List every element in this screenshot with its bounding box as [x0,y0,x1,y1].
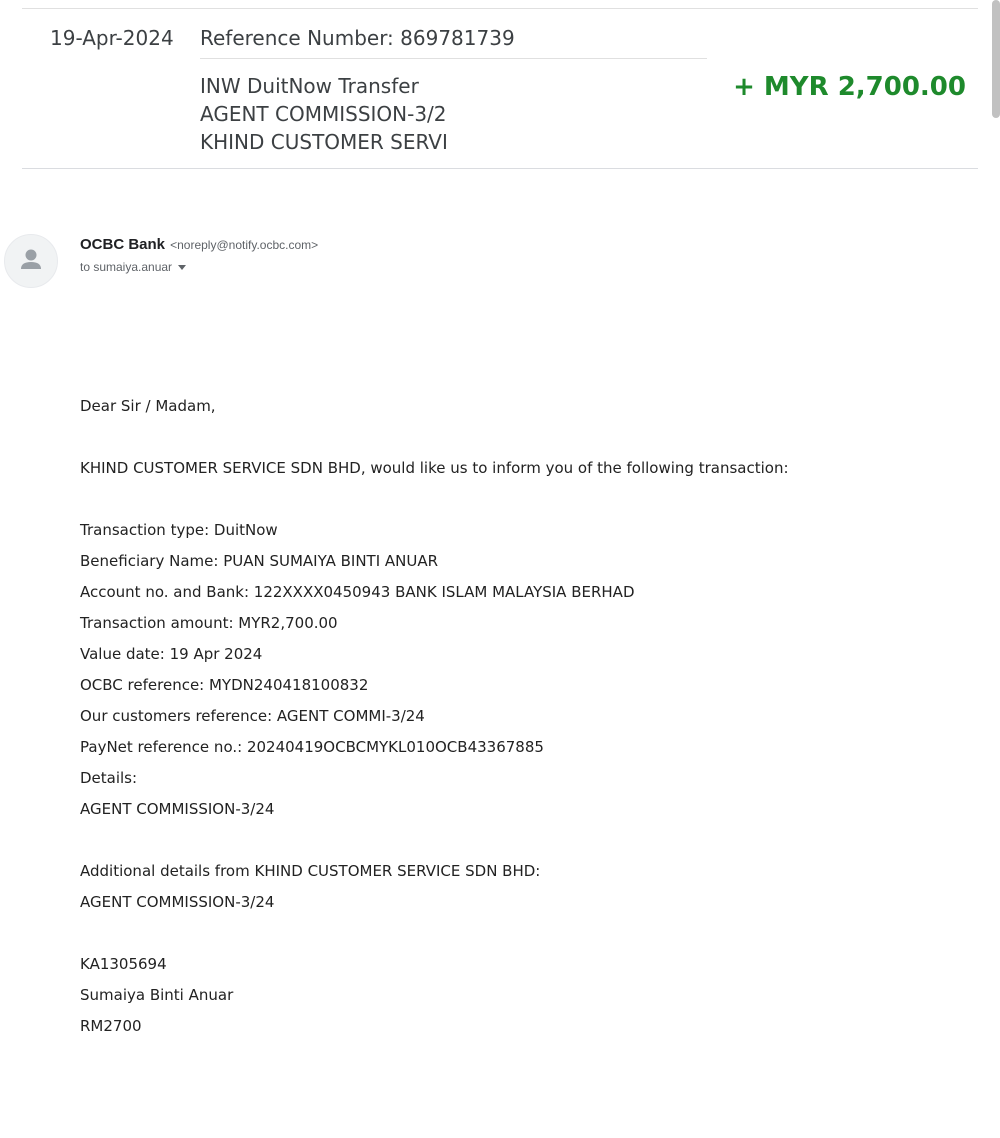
detail-line: PayNet reference no.: 20240419OCBCMYKL010OCB43367885 [80,738,544,756]
transaction-date: 19-Apr-2024 [50,26,174,50]
sender-name[interactable]: OCBC Bank [80,236,166,253]
sender-line [80,234,318,253]
transaction-description-line: AGENT COMMISSION-3/2 [200,102,447,126]
additional-line: AGENT COMMISSION-3/24 [80,893,275,911]
avatar[interactable] [4,234,58,288]
signature-line: RM2700 [80,1017,142,1035]
detail-line: Transaction amount: MYR2,700.00 [80,614,338,632]
divider [22,168,978,169]
scrollbar-thumb[interactable] [992,0,1000,118]
sender-email: <noreply@notify.ocbc.com> [170,238,319,252]
additional-line: Additional details from KHIND CUSTOMER SERVICE SDN BHD: [80,862,541,880]
person-icon [5,235,57,287]
chevron-down-icon[interactable] [178,265,186,270]
detail-line: AGENT COMMISSION-3/24 [80,800,275,818]
divider [22,8,978,9]
detail-line: Transaction type: DuitNow [80,521,278,539]
transaction-description [200,72,448,156]
transaction-description-line: KHIND CUSTOMER SERVI [200,130,448,154]
email-sender-header [0,226,600,290]
email-body [80,391,789,1042]
transaction-summary [0,0,1000,170]
transaction-amount: + MYR 2,700.00 [733,72,966,102]
transaction-description-line: INW DuitNow Transfer [200,74,419,98]
signature-line: KA1305694 [80,955,167,973]
signature-line: Sumaiya Binti Anuar [80,986,234,1004]
detail-line: OCBC reference: MYDN240418100832 [80,676,369,694]
detail-line: Value date: 19 Apr 2024 [80,645,263,663]
intro-text: KHIND CUSTOMER SERVICE SDN BHD, would like us to inform you of the following transaction: [80,459,789,477]
transaction-reference: Reference Number: 869781739 [200,26,515,50]
recipient-label: to sumaiya.anuar [80,260,173,274]
recipient-line [80,260,186,274]
detail-line: Beneficiary Name: PUAN SUMAIYA BINTI ANUAR [80,552,439,570]
detail-line: Our customers reference: AGENT COMMI-3/24 [80,707,425,725]
detail-line: Details: [80,769,138,787]
detail-line: Account no. and Bank: 122XXXX0450943 BANK ISLAM MALAYSIA BERHAD [80,583,635,601]
divider [200,58,707,59]
greeting: Dear Sir / Madam, [80,397,216,415]
